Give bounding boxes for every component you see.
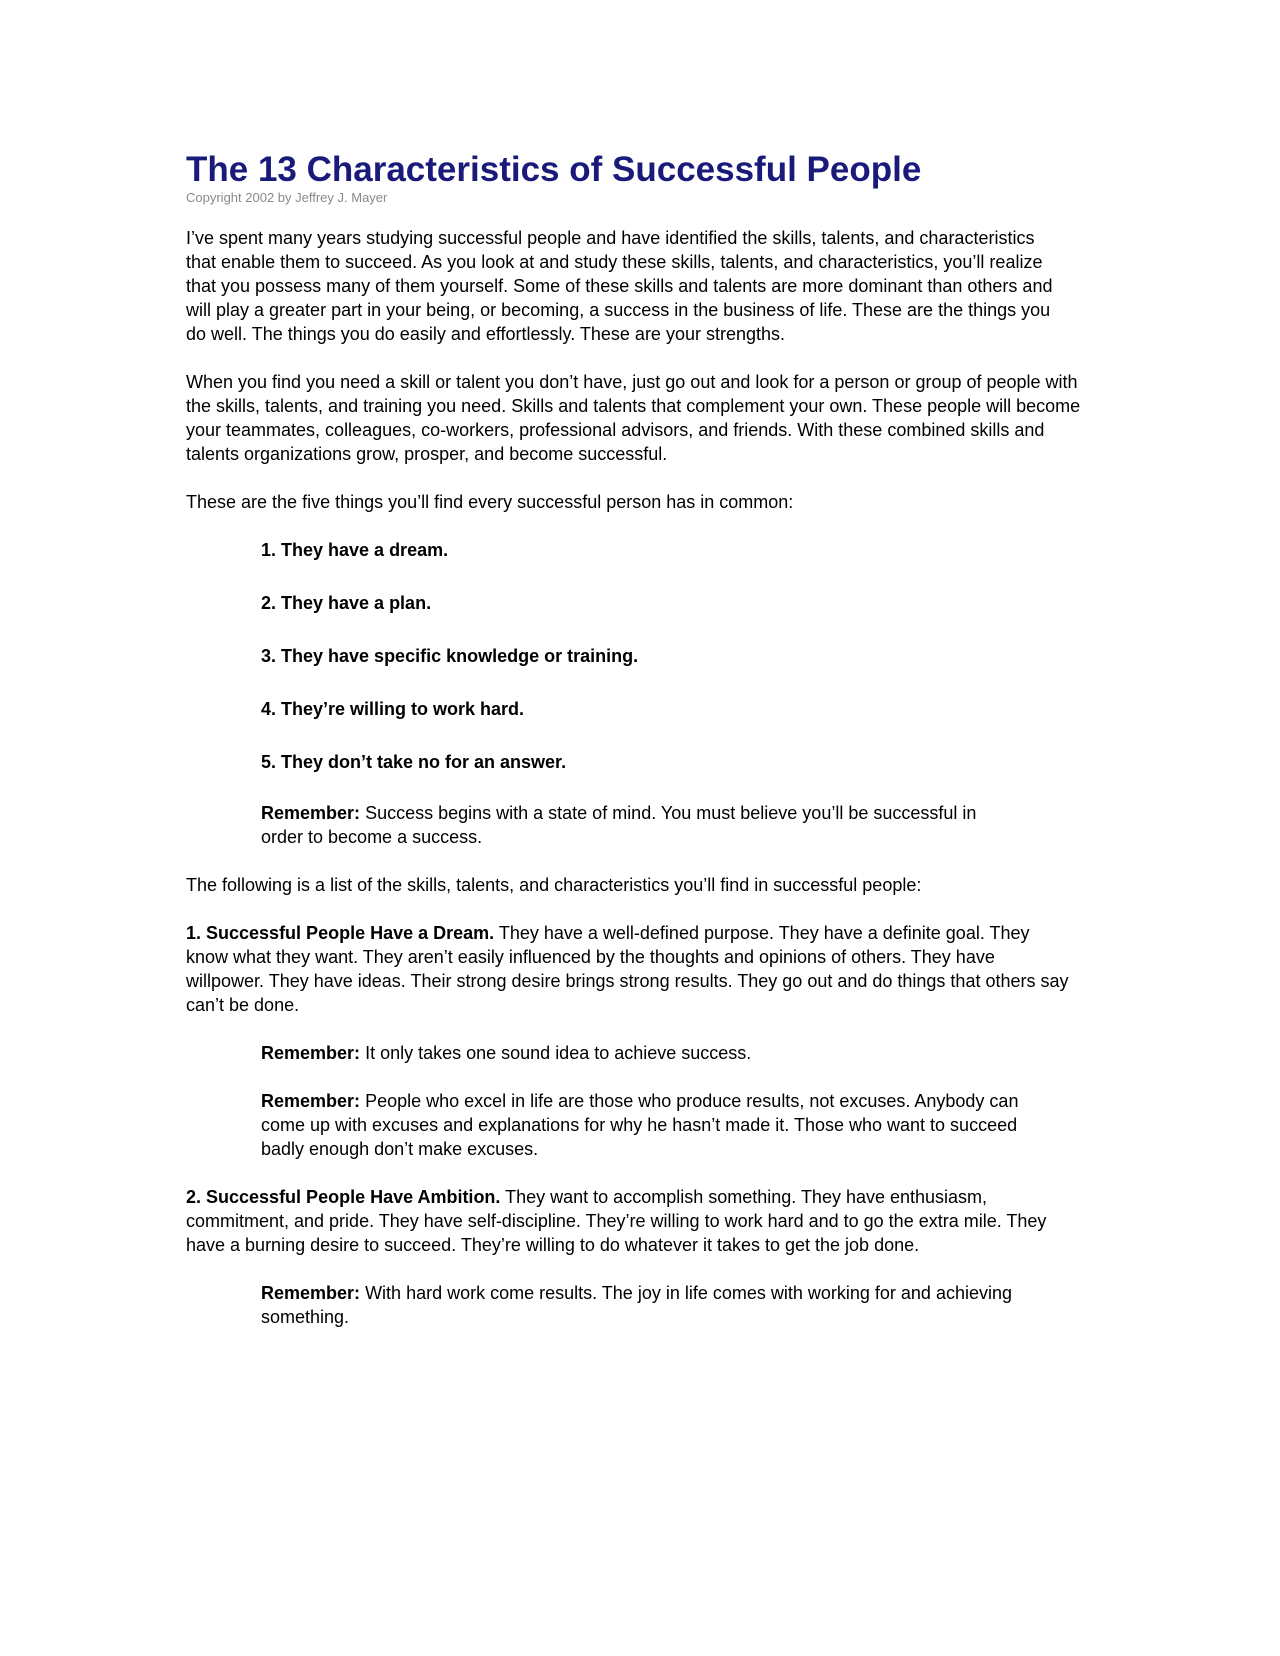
section-text: They have a well-defined purpose. They have a definite goal. They know what they want. They aren’t easily influenced by the thoughts and opinions of others. They have willpower. They have ideas. Their strong desire brings strong results. They go out and do things that others say can’t be done. [186, 923, 1069, 1015]
remember-label: Remember: [261, 803, 361, 823]
intro-paragraph: I’ve spent many years studying successful people and have identified the skills, talents, and characteristics that enable them to succeed. As you look at and study these skills, talents, and characteristics, you’ll realize that you possess many of them yourself. Some of these skills and talents are more dominant than others and will play a greater part in your being, or becoming, a success in the business of life. These are the things you do well. The things you do easily and effortlessly. These are your strengths. [186, 228, 1053, 344]
remember-text: With hard work come results. The joy in life comes with working for and achieving something. [261, 1283, 1012, 1327]
copyright-line: Copyright 2002 by Jeffrey J. Mayer [186, 190, 388, 205]
remember-text: It only takes one sound idea to achieve success. [365, 1043, 752, 1063]
remember-note [261, 801, 981, 849]
remember-text: Success begins with a state of mind. You must believe you’ll be successful in order to become a success. [261, 803, 977, 847]
list-item: 4. They’re willing to work hard. [261, 699, 525, 719]
remember-label: Remember: [261, 1091, 361, 1111]
five-things-intro: These are the five things you’ll find every successful person has in common: [186, 492, 794, 512]
intro-paragraph: When you find you need a skill or talent you don’t have, just go out and look for a person or group of people with the skills, talents, and training you need. Skills and talents that complement your own. These people will become your teammates, colleagues, co-workers, professional advisors, and friends. With these combined skills and talents organizations grow, prosper, and become successful. [186, 372, 1081, 464]
remember-text: People who excel in life are those who produce results, not excuses. Anybody can come up with excuses and explanations for why he hasn’t made it. Those who want to succeed badly enough don’t make excuses. [261, 1091, 1019, 1159]
list-item: 2. They have a plan. [261, 593, 432, 613]
page-title: The 13 Characteristics of Successful People [186, 150, 922, 189]
remember-note [261, 1041, 1086, 1065]
section-heading: 2. Successful People Have Ambition. [186, 1187, 501, 1207]
characteristic-section [186, 921, 1076, 1017]
section-text: They want to accomplish something. They have enthusiasm, commitment, and pride. They have self-discipline. They’re willing to work hard and to go the extra mile. They have a burning desire to succeed. They’re willing to do whatever it takes to get the job done. [186, 1187, 1047, 1255]
list-item: 3. They have specific knowledge or training. [261, 646, 639, 666]
characteristics-intro: The following is a list of the skills, talents, and characteristics you’ll find in successful people: [186, 875, 922, 895]
remember-note [261, 1089, 1021, 1161]
remember-note [261, 1281, 1021, 1329]
five-things-list [186, 538, 1086, 774]
remember-label: Remember: [261, 1043, 361, 1063]
list-item: 1. They have a dream. [261, 540, 449, 560]
section-heading: 1. Successful People Have a Dream. [186, 923, 495, 943]
list-item: 5. They don’t take no for an answer. [261, 752, 567, 772]
remember-label: Remember: [261, 1283, 361, 1303]
article [186, 150, 1086, 1353]
characteristic-section [186, 1185, 1076, 1257]
